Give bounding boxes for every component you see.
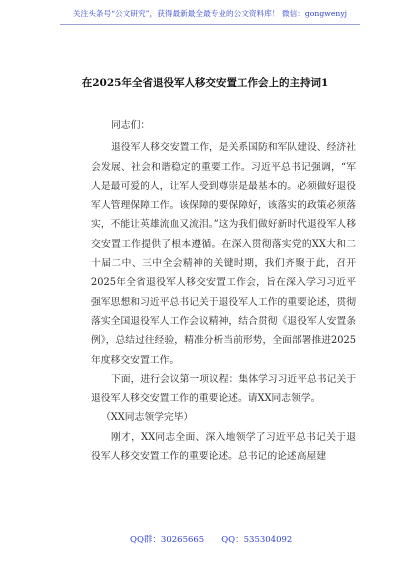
salutation: 同志们： [111,120,151,131]
header-divider [60,24,360,25]
document-title: 在2025年全省退役军人移交安置工作会上的主持词1 [81,77,329,89]
footer-contact: QQ群：30265665 QQ：535304092 [130,535,293,545]
header-banner: 关注头条号“公文研究”，获得最新最全最专业的公文资料库！ 微信：gongwenyj [72,9,348,18]
body-paragraph: 下面，进行会议第一项议程：集体学习习近平总书记关于退役军人移交安置工作的重要论述。请XX同志领学。 [91,373,356,405]
document-body [91,116,356,466]
body-paragraph: 退役军人移交安置工作，是关系国防和军队建设、经济社会发展、社会和谐稳定的重要工作。习近平总书记强调，“军人是最可爱的人，让军人受到尊崇是最基本的。必须做好退役军人管理保障工作。该保障的要保障好，该落实的政策必须落实，不能让英雄流血又流泪。”这为我们做好新时代退役军人移交安置工作提供了根本遵循。在深入贯彻落实党的XX大和二十届二中、三中全会精神的关键时期，我们齐聚于此，召开2025年全省退役军人移交安置工作会，旨在深入学习习近平强军思想和习近平总书记关于退役军人工作的重要论述，贯彻落实全国退役军人工作会议精神，结合贯彻《退役军人安置条例》，总结过往经验，精准分析当前形势，全面部署推进2025年度移交安置工作。 [91,142,356,366]
body-paragraph: 刚才，XX同志全面、深入地领学了习近平总书记关于退役军人移交安置工作的重要论述。总书记的论述高屋建 [91,431,356,463]
bracket-note: （XX同志领学完毕） [101,412,194,424]
